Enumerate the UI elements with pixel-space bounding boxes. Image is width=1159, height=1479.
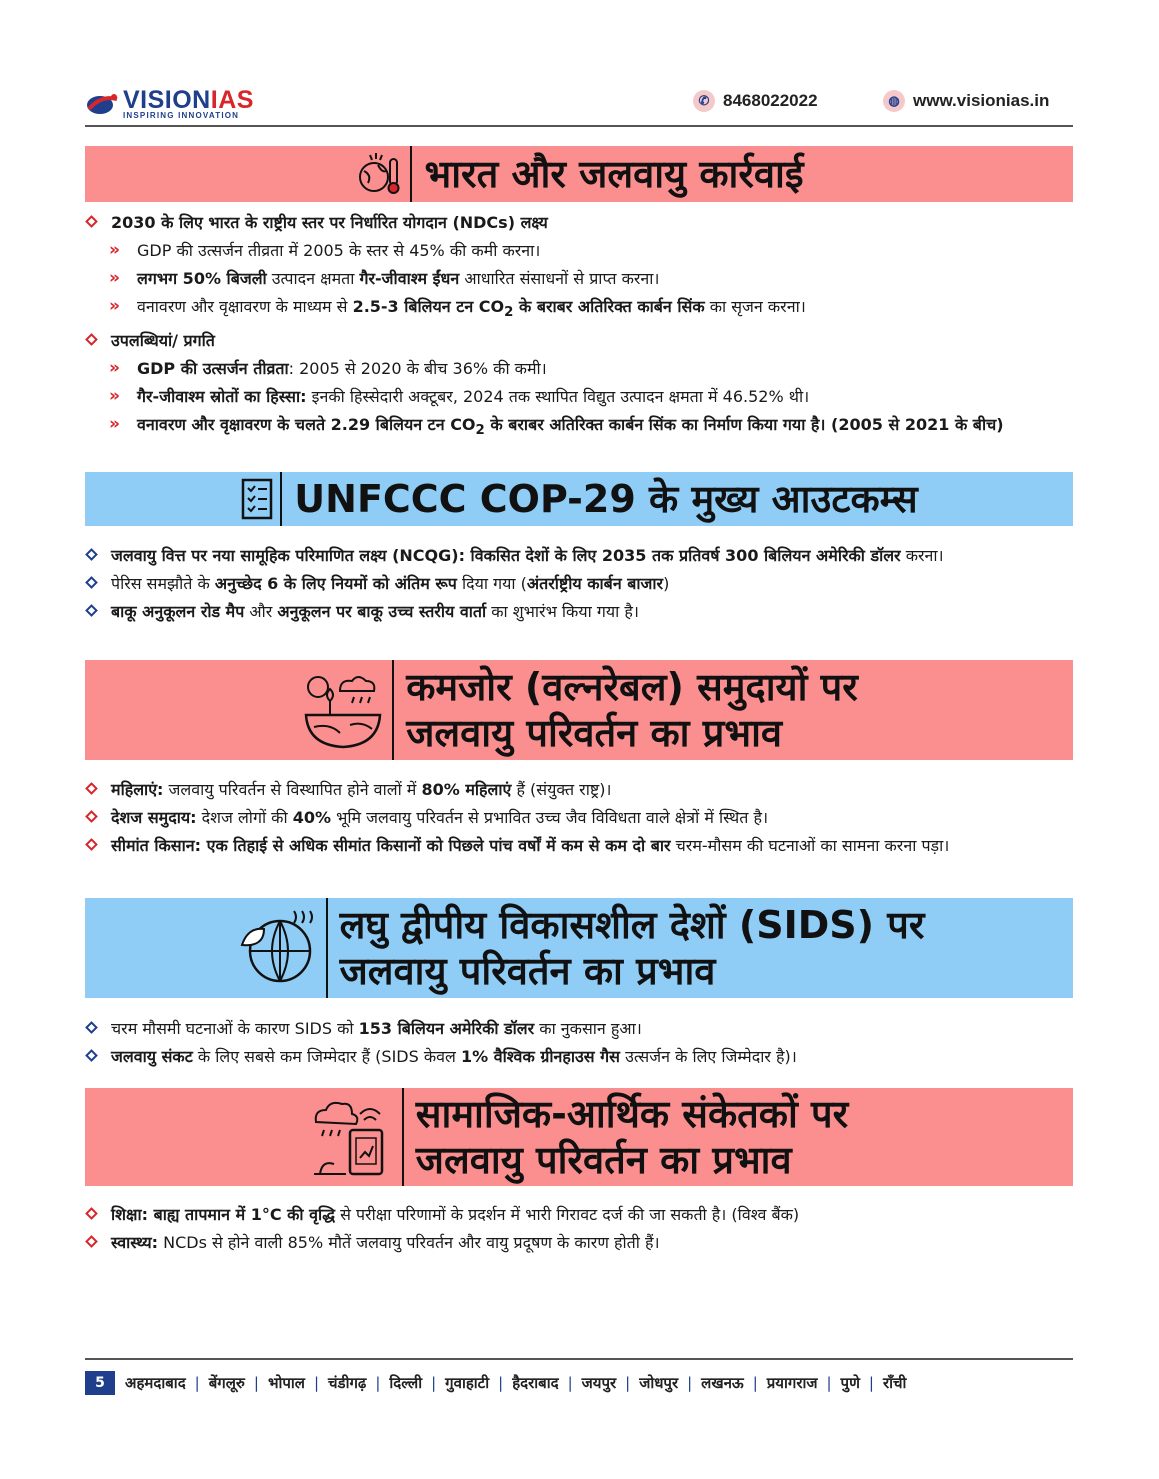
chevron-right-icon: »: [109, 414, 120, 435]
bullet-icon: [85, 810, 98, 823]
section-title: [340, 902, 925, 994]
globe-icon: ◍: [883, 90, 905, 112]
sub-item: » वनावरण और वृक्षावरण के चलते 2.29 बिलियन टन $CO_2$ के बराबर अतिरिक्त कार्बन सिंक का निर्माण किया गया है। (2005 से 2021 के बीच): [109, 414, 1004, 439]
socio-list: [85, 1204, 1075, 1260]
banner-separator: [410, 146, 412, 202]
sub-item: » गैर-जीवाश्म स्रोतों का हिस्सा: इनकी हिस्सेदारी अक्टूबर, 2024 तक स्थापित विद्युत उत्पादन क्षमता में 46.52% थी।: [109, 386, 810, 407]
section-banner-vulnerable: [85, 660, 1073, 760]
bullet-icon: [85, 604, 98, 617]
section-title-line: जलवायु परिवर्तन का प्रभाव: [406, 711, 783, 755]
bullet-icon: [85, 782, 98, 795]
thermometer-earth-icon: [354, 149, 404, 199]
section-title-line: कमजोर (वल्नरेबल) समुदायों पर: [406, 665, 858, 709]
list-item: सीमांत किसान: एक तिहाई से अधिक सीमांत किसानों को पिछले पांच वर्षों में कम से कम दो बार चरम-मौसम की घटनाओं का सामना करना पड़ा।: [85, 835, 1075, 857]
sids-list: [85, 1018, 1075, 1074]
bullet-icon: [85, 1049, 98, 1062]
list-item: जलवायु संकट के लिए सबसे कम जिम्मेदार हैं (SIDS केवल 1% वैश्विक ग्रीनहाउस गैस उत्सर्जन के लिए जिम्मेदार है)।: [85, 1046, 1075, 1068]
sub-item: » GDP की उत्सर्जन तीव्रता में 2005 के स्तर से 45% की कमी करना।: [109, 240, 541, 260]
chevron-right-icon: »: [109, 296, 120, 316]
india-list: [85, 212, 1075, 448]
list-item: उपलब्धियां/ प्रगति: [85, 330, 1075, 352]
footer-city: अहमदाबाद: [125, 1374, 186, 1392]
footer-city: राँची: [882, 1374, 907, 1392]
section-title: भारत और जलवायु कार्रवाई: [424, 152, 804, 196]
phone-number: 8468022022: [723, 91, 818, 110]
list-item: महिलाएं: जलवायु परिवर्तन से विस्थापित होने वालों में 80% महिलाएं हैं (संयुक्त राष्ट्र)।: [85, 779, 1075, 801]
bullet-icon: [85, 548, 98, 561]
website-url: www.visionias.in: [913, 91, 1050, 110]
sub-item: » वनावरण और वृक्षावरण के माध्यम से 2.5-3 बिलियन टन $CO_2$ के बराबर अतिरिक्त कार्बन सिंक का सृजन करना।: [109, 296, 806, 321]
page-number: 5: [85, 1371, 115, 1395]
list-item: देशज समुदाय: देशज लोगों की 40% भूमि जलवायु परिवर्तन से प्रभावित उच्च जैव विविधता वाले क्षेत्रों में स्थित है।: [85, 807, 1075, 829]
list-item: स्वास्थ्य: NCDs से होने वाली 85% मौतें जलवायु परिवर्तन और वायु प्रदूषण के कारण होती हैं।: [85, 1232, 1075, 1254]
footer-city: बेंगलूरु: [208, 1374, 245, 1392]
website-link[interactable]: [883, 90, 1049, 112]
visionias-logo[interactable]: [85, 84, 254, 124]
bullet-icon: [85, 1235, 98, 1248]
footer-city: चंडीगढ़: [328, 1374, 367, 1392]
list-item: शिक्षा: बाह्य तापमान में 1°C की वृद्धि से परीक्षा परिणामों के प्रदर्शन में भारी गिरावट दर्ज की जा सकती है। (विश्व बैंक): [85, 1204, 1075, 1226]
footer-city: पुणे: [840, 1374, 860, 1392]
bullet-icon: [85, 215, 98, 228]
bullet-icon: [85, 333, 98, 346]
section-banner-sids: [85, 898, 1073, 998]
page-footer: 5 अहमदाबाद | बेंगलूरु | भोपाल | चंडीगढ़ | दिल्ली | गुवाहाटी | हैदराबाद | जयपुर | जोधपुर | लखनऊ | प्रयागराज | पुणे | राँची: [85, 1370, 1073, 1396]
section-banner-india: [85, 146, 1073, 202]
footer-city: जयपुर: [581, 1374, 617, 1392]
section-banner-socio: [85, 1088, 1073, 1186]
banner-separator: [326, 898, 328, 998]
chevron-right-icon: »: [109, 358, 120, 379]
footer-city: भोपाल: [267, 1374, 305, 1392]
cloud-device-icon: [310, 1094, 396, 1180]
section-title-line: सामाजिक-आर्थिक संकेतकों पर: [415, 1092, 849, 1136]
climate-community-icon: [300, 667, 386, 753]
chevron-right-icon: »: [109, 240, 120, 260]
footer-city: गुवाहाटी: [445, 1374, 490, 1392]
footer-divider: [85, 1358, 1073, 1360]
page-header: [85, 80, 1073, 126]
footer-city: लखनऊ: [701, 1374, 744, 1392]
sub-item: » GDP की उत्सर्जन तीव्रता: 2005 से 2020 के बीच 36% की कमी।: [109, 358, 547, 379]
section-banner-cop29: [85, 472, 1073, 526]
sub-item: » लगभग 50% बिजली उत्पादन क्षमता गैर-जीवाश्म ईंधन आधारित संसाधनों से प्राप्त करना।: [109, 268, 660, 288]
footer-city: प्रयागराज: [766, 1374, 818, 1392]
checklist-icon: [240, 477, 274, 521]
list-item: बाकू अनुकूलन रोड मैप और अनुकूलन पर बाकू उच्च स्तरीय वार्ता का शुभारंभ किया गया है।: [85, 601, 1075, 623]
header-divider: [85, 125, 1073, 127]
section-title: UNFCCC COP-29 के मुख्य आउटकम्स: [294, 477, 918, 521]
logo-tagline: INSPIRING INNOVATION: [123, 110, 240, 120]
globe-leaf-icon: [234, 905, 320, 991]
banner-separator: [402, 1088, 404, 1186]
cop29-list: [85, 545, 1075, 629]
list-item: 2030 के लिए भारत के राष्ट्रीय स्तर पर निर्धारित योगदान (NDCs) लक्ष्य: [85, 212, 1075, 234]
section-title: [416, 1091, 848, 1183]
section-title-line: लघु द्वीपीय विकासशील देशों (SIDS) पर: [339, 903, 925, 947]
list-item: जलवायु वित्त पर नया सामूहिक परिमाणित लक्ष्य (NCQG): विकसित देशों के लिए 2035 तक प्रतिवर्ष 300 बिलियन अमेरिकी डॉलर करना।: [85, 545, 1075, 567]
bullet-icon: [85, 1207, 98, 1220]
footer-city: हैदराबाद: [512, 1374, 559, 1392]
phone-contact[interactable]: [693, 90, 818, 112]
section-title-line: जलवायु परिवर्तन का प्रभाव: [415, 1138, 792, 1182]
list-item: चरम मौसमी घटनाओं के कारण SIDS को 153 बिलियन अमेरिकी डॉलर का नुकसान हुआ।: [85, 1018, 1075, 1040]
banner-separator: [392, 660, 394, 760]
chevron-right-icon: »: [109, 268, 120, 288]
list-item: पेरिस समझौते के अनुच्छेद 6 के लिए नियमों को अंतिम रूप दिया गया (अंतर्राष्ट्रीय कार्बन बाजार): [85, 573, 1075, 595]
footer-city: दिल्ली: [389, 1374, 423, 1392]
footer-city: जोधपुर: [639, 1374, 679, 1392]
phone-icon: ✆: [693, 90, 715, 112]
banner-separator: [280, 472, 282, 526]
bullet-icon: [85, 1021, 98, 1034]
section-title: [406, 664, 858, 756]
section-title-line: जलवायु परिवर्तन का प्रभाव: [339, 949, 716, 993]
bullet-icon: [85, 838, 98, 851]
chevron-right-icon: »: [109, 386, 120, 407]
bullet-icon: [85, 576, 98, 589]
logo-swoosh-icon: [85, 89, 119, 119]
vulnerable-list: [85, 779, 1075, 863]
logo-wordmark: VISIONIAS: [123, 85, 254, 114]
